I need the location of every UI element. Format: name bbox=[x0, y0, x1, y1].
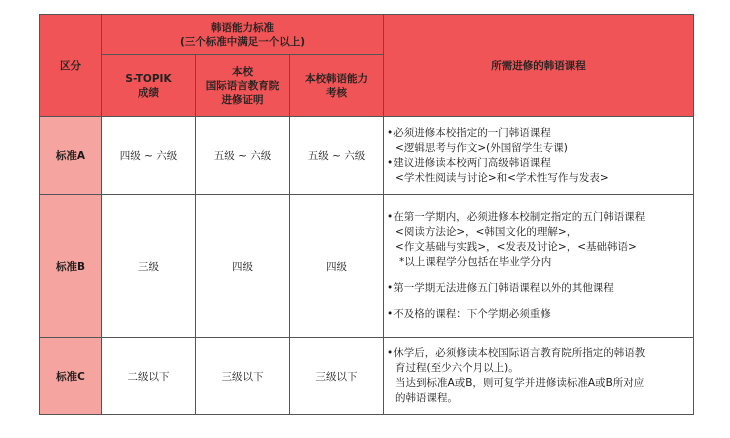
standard-c-line-4: 的韩语课程。 bbox=[395, 392, 459, 404]
header-school-line2: 国际语言教育院 bbox=[205, 79, 280, 92]
header-exam-line1: 本校韩语能力 bbox=[305, 72, 368, 85]
standard-a-line-1: •必须进修本校指定的一门韩语课程 bbox=[387, 126, 551, 139]
header-topik-line2: 成绩 bbox=[138, 86, 159, 99]
standard-b-line-4: *以上课程学分包括在毕业学分内 bbox=[399, 256, 552, 268]
header-exam-line2: 考核 bbox=[326, 86, 347, 99]
standard-a-exam: 五级 ~ 六级 bbox=[290, 117, 384, 195]
standard-b-line-2: <阅读方法论>，<韩国文化的理解>， bbox=[395, 226, 578, 238]
spacer bbox=[387, 296, 689, 307]
table-row-standard-a bbox=[40, 117, 694, 195]
standard-c-line-2: 育过程(至少六个月以上)。 bbox=[395, 362, 519, 374]
row-label-standard-b: 标准B bbox=[40, 195, 102, 338]
header-school bbox=[196, 55, 290, 117]
spacer bbox=[387, 270, 689, 281]
standard-c-courses bbox=[384, 338, 694, 415]
standard-c-school: 三级以下 bbox=[196, 338, 290, 415]
header-school-line1: 本校 bbox=[232, 65, 253, 78]
table-row-standard-c bbox=[40, 338, 694, 415]
standard-a-line-2: <逻辑思考与作文>(外国留学生专课) bbox=[395, 141, 568, 154]
header-required-courses: 所需进修的韩语课程 bbox=[384, 15, 694, 117]
standard-b-courses bbox=[384, 195, 694, 338]
standard-a-school: 五级 ~ 六级 bbox=[196, 117, 290, 195]
standard-b-school: 四级 bbox=[196, 195, 290, 338]
standard-b-exam: 四级 bbox=[290, 195, 384, 338]
header-category: 区分 bbox=[40, 15, 102, 117]
standard-b-topik: 三级 bbox=[102, 195, 196, 338]
standard-b-line-3: <作文基础与实践>，<发表及讨论>，<基础韩语> bbox=[395, 241, 637, 253]
header-proficiency-group bbox=[102, 15, 384, 55]
standard-a-topik: 四级 ~ 六级 bbox=[102, 117, 196, 195]
korean-proficiency-table bbox=[39, 14, 694, 415]
standard-b-line-6: •不及格的课程：下个学期必须重修 bbox=[387, 308, 551, 320]
header-school-line3: 进修证明 bbox=[221, 93, 264, 106]
header-exam bbox=[290, 55, 384, 117]
standard-b-line-5: •第一学期无法进修五门韩语课程以外的其他课程 bbox=[387, 282, 614, 294]
standard-c-exam: 三级以下 bbox=[290, 338, 384, 415]
row-label-standard-c: 标准C bbox=[40, 338, 102, 415]
table-row-standard-b bbox=[40, 195, 694, 338]
header-group-title: 韩语能力标准 bbox=[211, 21, 274, 34]
header-topik-line1: S-TOPIK bbox=[125, 72, 172, 85]
standard-c-line-1: •休学后，必须修读本校国际语言教育院所指定的韩语教 bbox=[387, 347, 646, 359]
standard-c-topik: 二级以下 bbox=[102, 338, 196, 415]
row-label-standard-a: 标准A bbox=[40, 117, 102, 195]
standard-a-line-4: <学术性阅读与讨论>和<学术性写作与发表> bbox=[395, 171, 609, 184]
header-topik bbox=[102, 55, 196, 117]
standard-a-courses bbox=[384, 117, 694, 195]
standard-b-line-1: •在第一学期内，必须进修本校制定指定的五门韩语课程 bbox=[387, 211, 646, 223]
standard-a-line-3: •建议进修读本校两门高级韩语课程 bbox=[387, 156, 551, 169]
header-group-subtitle: (三个标准中满足一个以上) bbox=[179, 35, 306, 48]
standard-c-line-3: 当达到标准A或B，则可复学并进修读标准A或B所对应 bbox=[395, 377, 645, 389]
